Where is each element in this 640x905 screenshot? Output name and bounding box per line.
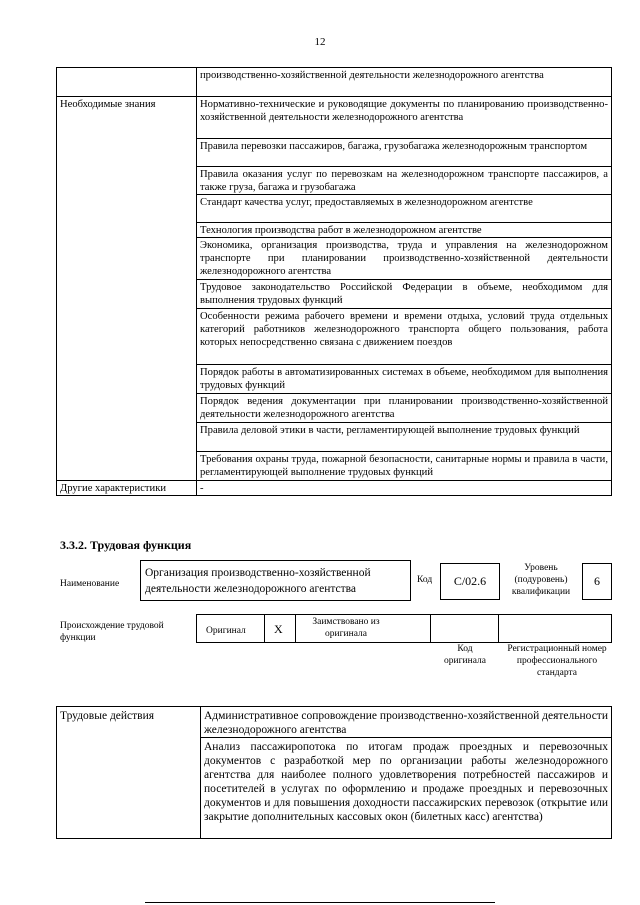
knowledge-item: Требования охраны труда, пожарной безопасности, санитарные нормы и правила в части, регламентирующей выполнение трудовых функций	[197, 452, 612, 481]
action-item: Анализ пассажиропотока по итогам продаж проездных и перевозочных документов с разработкой мер по организации работы железнодорожного агентства для наиболее полного удовлетворения потребностей пассажиров и посетителей в услугах по оформлению и продаже проездных и перевозочных документов и для повышения доходности пассажирских перевозок (открытие или закрытие дополнительных кассовых окон (билетных касс) агентства)	[201, 738, 612, 839]
divider	[498, 614, 499, 642]
other-value: -	[197, 481, 612, 496]
knowledge-item: Экономика, организация производства, труда и управления на железнодорожном транспорте при планировании производственно-хозяйственной деятельности железнодорожного агентства	[197, 238, 612, 280]
level-label: Уровень (подуровень) квалификации	[511, 563, 571, 597]
row-label	[57, 68, 197, 97]
knowledge-item: Стандарт качества услуг, предоставляемых в железнодорожном агентстве	[197, 195, 612, 223]
actions-table	[56, 706, 612, 839]
code-box	[440, 563, 500, 600]
row-label-knowledge: Необходимые знания	[57, 97, 197, 481]
table-row	[57, 97, 612, 139]
name-label: Наименование	[60, 579, 120, 589]
knowledge-item: Правила оказания услуг по перевозкам на железнодорожном транспорте пассажиров, а также груза, багажа и грузобагажа	[197, 167, 612, 195]
code-label: Код	[417, 575, 433, 585]
action-item: Административное сопровождение производственно-хозяйственной деятельности железнодорожного агентства	[201, 707, 612, 738]
knowledge-item: Правила перевозки пассажиров, багажа, грузобагажа железнодорожным транспортом	[197, 139, 612, 167]
section-title: 3.3.2. Трудовая функция	[60, 538, 192, 552]
borrowed-label: Заимствовано из оригинала	[312, 617, 380, 639]
reg-caption: Регистрационный номер профессионального стандарта	[507, 644, 607, 678]
origin-box	[196, 614, 612, 643]
level-box	[582, 563, 612, 600]
row-label-actions: Трудовые действия	[57, 707, 201, 839]
knowledge-item: Правила деловой этики в части, регламентирующей выполнение трудовых функций	[197, 423, 612, 452]
row-item: производственно-хозяйственной деятельности железнодорожного агентства	[197, 68, 612, 97]
knowledge-table	[56, 67, 612, 496]
bottom-rule	[145, 902, 495, 903]
page-number: 12	[314, 36, 326, 48]
divider	[430, 614, 431, 642]
table-row	[57, 481, 612, 496]
code-value: C/02.6	[453, 574, 487, 588]
level-value: 6	[594, 574, 600, 588]
divider	[295, 614, 296, 642]
knowledge-item: Нормативно-технические и руководящие документы по планированию производственно-хозяйственной деятельности железнодорожного агентства	[197, 97, 612, 139]
code-caption: Код оригинала	[444, 644, 486, 666]
knowledge-item: Технология производства работ в железнодорожном агентстве	[197, 223, 612, 238]
original-label: Оригинал	[206, 626, 246, 636]
knowledge-item: Порядок работы в автоматизированных системах в объеме, необходимом для выполнения трудовых функций	[197, 365, 612, 394]
origin-label: Происхождение трудовой функции	[60, 621, 164, 643]
knowledge-item: Трудовое законодательство Российской Федерации в объеме, необходимом для выполнения трудовых функций	[197, 280, 612, 309]
row-label-other: Другие характеристики	[57, 481, 197, 496]
divider	[264, 614, 265, 642]
knowledge-item: Особенности режима рабочего времени и времени отдыха, условий труда отдельных категорий работников железнодорожного транспорта общего пользования, работа которых непосредственно связана с движением поездов	[197, 309, 612, 365]
knowledge-item: Порядок ведения документации при планировании производственно-хозяйственной деятельности железнодорожного агентства	[197, 394, 612, 423]
function-name: Организация производственно-хозяйственной деятельности железнодорожного агентства	[145, 567, 371, 595]
table-row	[57, 68, 612, 97]
original-mark: X	[274, 622, 283, 636]
name-box	[140, 560, 411, 601]
